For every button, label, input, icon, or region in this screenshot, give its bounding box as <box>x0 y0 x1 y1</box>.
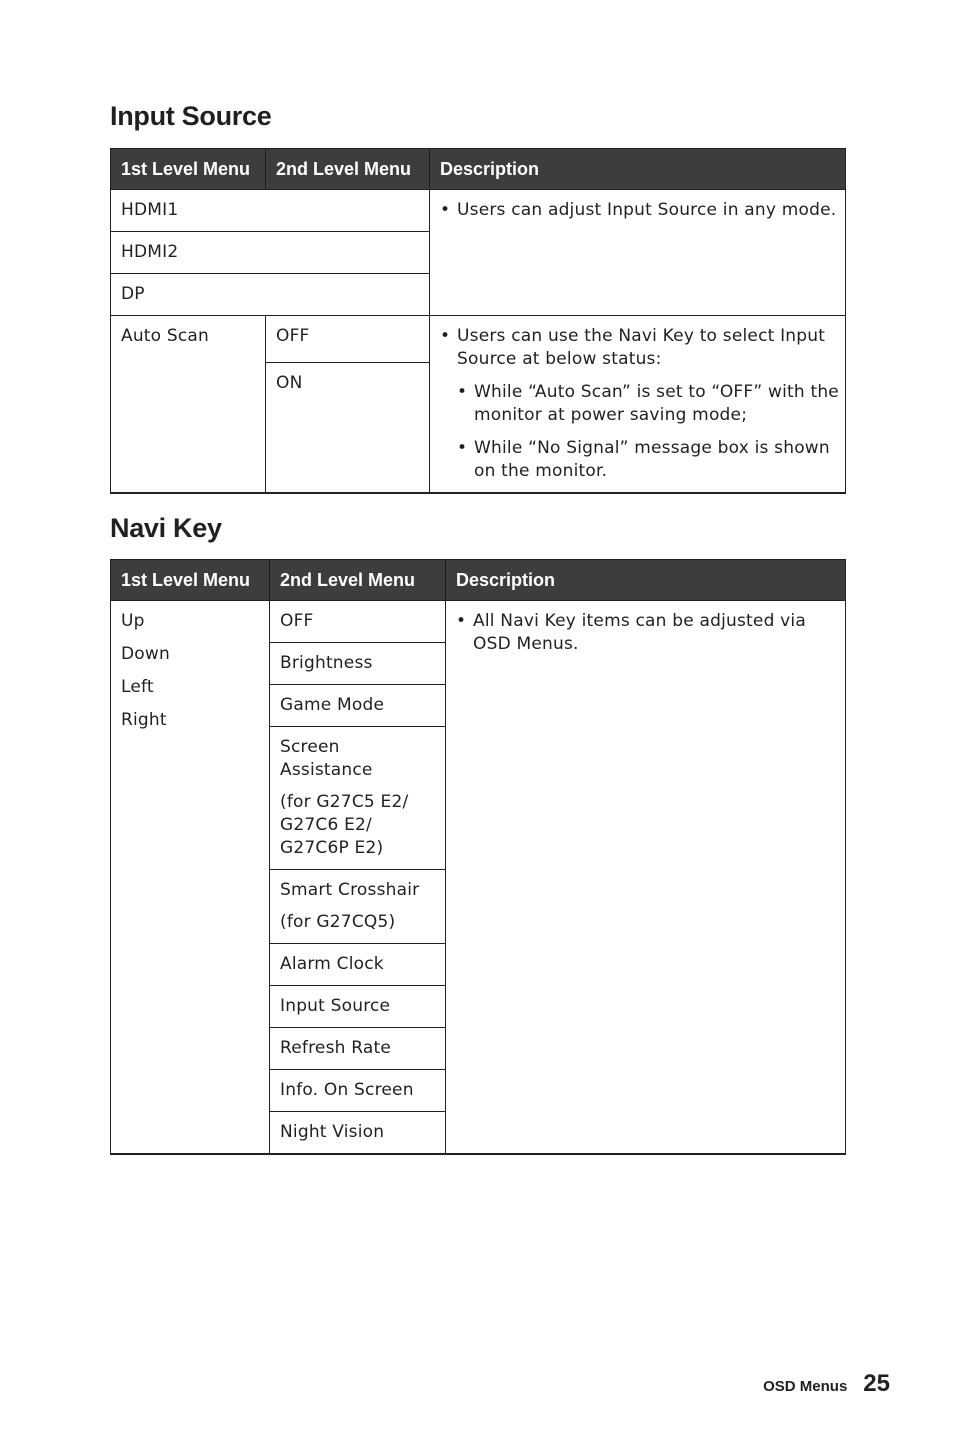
table-header-row <box>111 149 846 190</box>
submenu-on: ON <box>266 362 430 493</box>
description-subitem: • While “Auto Scan” is set to “OFF” with the monitor at power saving mode; <box>457 381 845 427</box>
table-row <box>111 601 846 643</box>
page-footer <box>763 1370 890 1398</box>
table-row <box>111 190 846 232</box>
directions-cell <box>111 601 270 1155</box>
table-header-row <box>111 560 846 601</box>
description-subitem: • While “No Signal” message box is shown on the monitor. <box>457 437 845 483</box>
navi-key-table <box>110 559 846 1155</box>
submenu-screen-assistance <box>270 727 446 870</box>
menu-hdmi2: HDMI2 <box>111 232 430 274</box>
table-row <box>111 316 846 363</box>
direction-right: Right <box>121 710 167 730</box>
screen-assistance-label: Screen Assistance <box>280 737 373 780</box>
header-description: Description <box>446 560 846 601</box>
submenu-smart-crosshair <box>270 870 446 944</box>
description-text: • Users can adjust Input Source in any mode. <box>440 199 845 222</box>
submenu-input-source: Input Source <box>270 986 446 1028</box>
input-source-table <box>110 148 846 494</box>
header-description: Description <box>430 149 846 190</box>
submenu-off: OFF <box>266 316 430 363</box>
submenu-refresh-rate: Refresh Rate <box>270 1028 446 1070</box>
navi-key-heading: Navi Key <box>110 513 222 543</box>
submenu-info-on-screen: Info. On Screen <box>270 1070 446 1112</box>
menu-auto-scan: Auto Scan <box>111 316 266 494</box>
header-1st-level-menu: 1st Level Menu <box>111 560 270 601</box>
input-source-heading: Input Source <box>110 101 272 131</box>
footer-section-name: OSD Menus <box>763 1378 848 1395</box>
description-text: • All Navi Key items can be adjusted via OSD Menus. <box>456 610 845 656</box>
submenu-night-vision: Night Vision <box>270 1112 446 1155</box>
direction-up: Up <box>121 611 145 631</box>
description-cell <box>430 190 846 316</box>
smart-crosshair-label: Smart Crosshair <box>280 880 420 900</box>
menu-dp: DP <box>111 274 430 316</box>
description-cell <box>446 601 846 1155</box>
page-number: 25 <box>863 1370 890 1397</box>
submenu-alarm-clock: Alarm Clock <box>270 944 446 986</box>
menu-hdmi1: HDMI1 <box>111 190 430 232</box>
description-text: • Users can use the Navi Key to select Input Source at below status: <box>440 325 845 371</box>
smart-crosshair-note: (for G27CQ5) <box>280 912 396 932</box>
submenu-off: OFF <box>270 601 446 643</box>
direction-down: Down <box>121 644 170 664</box>
header-2nd-level-menu: 2nd Level Menu <box>266 149 430 190</box>
submenu-brightness: Brightness <box>270 643 446 685</box>
header-2nd-level-menu: 2nd Level Menu <box>270 560 446 601</box>
description-cell <box>430 316 846 494</box>
header-1st-level-menu: 1st Level Menu <box>111 149 266 190</box>
submenu-game-mode: Game Mode <box>270 685 446 727</box>
direction-left: Left <box>121 677 154 697</box>
screen-assistance-note: (for G27C5 E2/ G27C6 E2/ G27C6P E2) <box>280 792 409 858</box>
